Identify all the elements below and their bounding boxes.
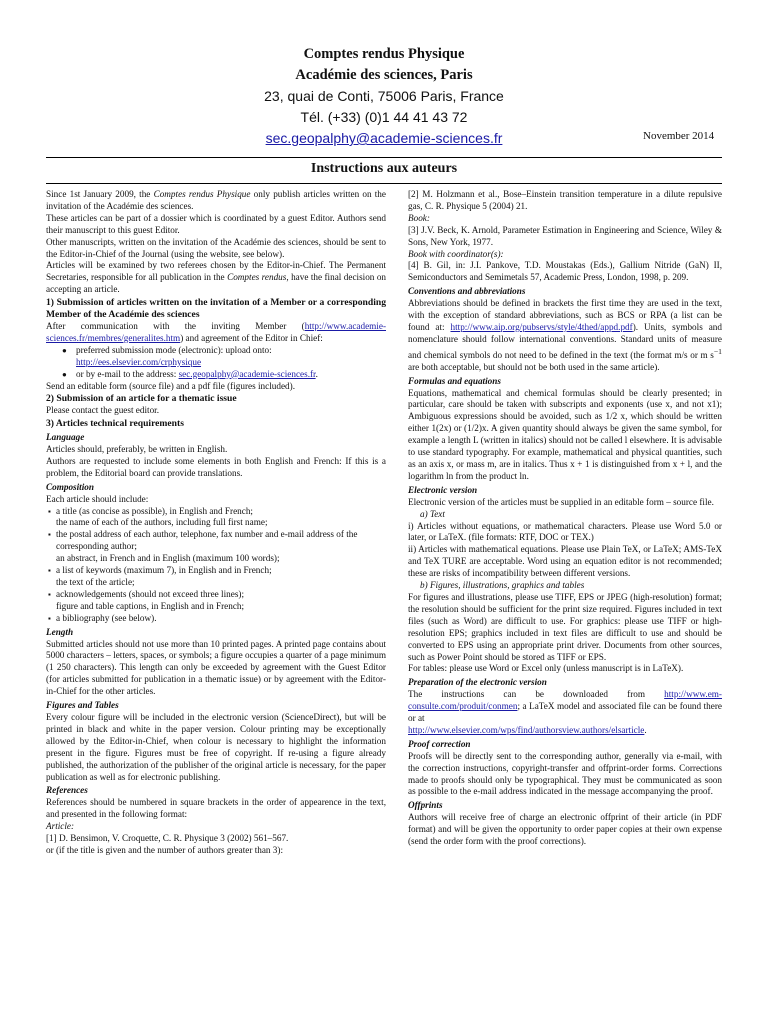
- preparation-paragraph: The instructions can be downloaded from http://www.em-consulte.com/produit/conmen; a LaTeX model and associated file can be found there or at http://www.elsevier.com/wps/find/authorsview.authors/elsarticle.: [408, 689, 722, 735]
- contact-email-link[interactable]: sec.geopalphy@academie-sciences.fr: [265, 130, 503, 146]
- bullet-icon: ●: [62, 345, 67, 355]
- intro-paragraph-2: These articles can be part of a dossier which is coordinated by a guest Editor. Authors send their manuscript to this guest Editor.: [46, 212, 386, 235]
- figures-tables-paragraph: Every colour figure will be included in the electronic version (ScienceDirect), but will be printed in black and white in the paper version. Colour printing may be exceptionally allowed by the Editor-in-Chief, when colour is necessary to highlight the information present in the figure. Figures must be free of copyright. If re-using a figure already published, the authorization of the publisher of the original article is necessary, for the paper publication as well as for electronic publishing.: [46, 711, 386, 782]
- figures-tables-heading: Figures and Tables: [46, 700, 119, 711]
- section-3-heading: 3) Articles technical requirements: [46, 418, 184, 430]
- bullet-icon: ▪: [48, 566, 51, 576]
- composition-list: [46, 506, 386, 625]
- length-heading: Length: [46, 626, 74, 637]
- reference-1: [1] D. Bensimon, V. Croquette, C. R. Physique 3 (2002) 561–567.: [46, 833, 289, 844]
- offprints-paragraph: Authors will receive free of charge an electronic offprint of their article (in PDF format) and will be given the opportunity to order paper copies at their own expense (send the order form with the proof corrections).: [408, 812, 722, 847]
- figures-paragraph-2: For tables: please use Word or Excel only (unless manuscript is in LaTeX).: [408, 663, 684, 674]
- em-consulte-link[interactable]: http://www.em-consulte.com/produit/conmen: [408, 689, 722, 712]
- title-rule-bottom: [46, 183, 722, 184]
- length-paragraph: Submitted articles should not use more than 10 printed pages. A printed page contains about 5000 characters – letters, spaces, or symbols; a figure occupies a quarter of a page minimum (1 250 characters). This length can only be exceeded by agreement with the Guest Editor (for articles submitted for publication in a thematic issue) or by agreement with the Editor-in-Chief for the other articles.: [46, 638, 386, 697]
- elsevier-authors-link[interactable]: http://www.elsevier.com/wps/find/authorsview.authors/elsarticle: [408, 724, 645, 735]
- bullet-icon: ▪: [48, 506, 51, 516]
- section-1-text: After communication with the inviting Member (http://www.academie-sciences.fr/membres/generalites.htm) and agreement of the Editor in Chief:: [46, 320, 386, 343]
- list-item-continuation: the text of the article;: [56, 577, 135, 587]
- conventions-heading: Conventions and abbreviations: [408, 286, 526, 297]
- page-title: Instructions aux auteurs: [310, 161, 458, 176]
- list-item-continuation: figure and table captions, in English and in French;: [56, 600, 245, 611]
- reference-4: [4] B. Gil, in: J.I. Pankove, T.D. Moustakas (Eds.), Gallium Nitride (GaN) II, Semiconductors and Semimetals 57, Academic Press, London, 1998, p. 209.: [408, 260, 722, 283]
- bullet-icon: ▪: [48, 589, 51, 599]
- references-heading: References: [46, 785, 88, 796]
- bullet-icon: ●: [62, 369, 67, 379]
- offprints-heading: Offprints: [408, 800, 443, 811]
- text-subheading: a) Text: [420, 508, 445, 519]
- reference-3: [3] J.V. Beck, K. Arnold, Parameter Estimation in Engineering and Science, Wiley & Sons, New York, 1977.: [408, 224, 722, 247]
- list-item-continuation: an abstract, in French and in English (maximum 100 words);: [56, 553, 280, 564]
- intro-paragraph-1: Since 1st January 2009, the Comptes rendus Physique only publish articles written on the invitation of the Académie des sciences.: [46, 189, 386, 211]
- bullet-icon: ▪: [48, 613, 51, 623]
- title-rule-top: [46, 157, 722, 158]
- electronic-version-heading: Electronic version: [408, 484, 478, 495]
- document-date: November 2014: [643, 130, 715, 142]
- references-paragraph: References should be numbered in square brackets in the order of appearence in the text, and presented in the following format:: [46, 797, 386, 820]
- book-coordinator-label: Book with coordinator(s):: [408, 248, 504, 259]
- composition-intro: Each article should include:: [46, 493, 149, 504]
- language-paragraph-2: Authors are requested to include some elements in both English and French: If this is a problem, the Editorial board can provide translations.: [46, 455, 386, 478]
- phone-number: Tél. (+33) (0)1 44 41 43 72: [300, 109, 468, 125]
- list-item: ● preferred submission mode (electronic): upload onto: http://ees.elsevier.com/crphysique: [62, 344, 272, 367]
- journal-name: Comptes rendus Physique: [303, 46, 465, 62]
- language-heading: Language: [46, 432, 85, 443]
- list-item-continuation: the name of each of the authors, including full first name;: [56, 517, 268, 528]
- list-item: ▪ a title (as concise as possible), in English and French;: [48, 505, 253, 516]
- members-link[interactable]: http://www.academie-sciences.fr/membres/generalites.htm: [46, 320, 386, 343]
- right-column: [408, 189, 722, 848]
- intro-paragraph-4: Articles will be examined by two referees chosen by the Editor-in-Chief. The Permanent Secretaries, responsible for all publication in the Comptes rendus, have the final decision on accepting an article.: [46, 260, 387, 295]
- aip-style-link[interactable]: http://www.aip.org/pubservs/style/4thed/appd.pdf: [450, 321, 633, 332]
- composition-heading: Composition: [46, 481, 94, 492]
- book-label: Book:: [408, 212, 430, 223]
- figures-subheading: b) Figures, illustrations, graphics and tables: [420, 580, 585, 591]
- intro-paragraph-3: Other manuscripts, written on the invitation of the Académie des sciences, should be sent to the Editor-in-Chief of the Journal (using the website, see below).: [46, 236, 386, 259]
- ees-upload-link[interactable]: http://ees.elsevier.com/crphysique: [76, 356, 202, 367]
- formulas-heading: Formulas and equations: [408, 375, 501, 386]
- list-item: ● or by e-mail to the address: sec.geopalphy@academie-sciences.fr.: [62, 368, 318, 379]
- reference-or-note: or (if the title is given and the number of authors greater than 3):: [46, 844, 284, 855]
- postal-address: 23, quai de Conti, 75006 Paris, France: [264, 88, 504, 104]
- formulas-paragraph: Equations, mathematical and chemical formulas should be clearly presented; in particular, care should be taken with subscripts and exponents (use x, and not x1); Ambiguous expressions should be avoided, such as 1/2 x, which should be written either 1(2x) or (1/2)x. A given quantity should always be given the same symbol, for example a length L (written in italics) should not be called l elsewhere. It is advisable to use standard typography. For example, mathematical and physical quantities, such as an axis x, or mass m, are in italics. Thus x + 1 is distinguished from x + l, and the logarithm ln from the product ln.: [408, 387, 722, 481]
- list-item: ▪ a bibliography (see below).: [48, 612, 157, 623]
- list-item: ▪ acknowledgements (should not exceed three lines);: [48, 588, 245, 599]
- list-item: ▪ the postal address of each author, telephone, fax number and e-mail address of the corresponding author;: [48, 529, 358, 552]
- proof-heading: Proof correction: [408, 738, 471, 749]
- section-1-after: Send an editable form (source file) and a pdf file (figures included).: [46, 380, 295, 391]
- conventions-paragraph: Abbreviations should be defined in brackets the first time they are used in the text, with the exception of standard abbreviations, such as BCS or RPA (a list can be found at: http://www.aip.org/pubservs/style/4thed/appd.pdf). Units, symbols and nomenclature should follow international conventions. Standard units of measure and chemical symbols do not need to be defined in the text (the format m/s or m $s^{-1}$ are both acceptable, but should not be both used in the same article).: [408, 298, 722, 372]
- electronic-version-paragraph: Electronic version of the articles must be supplied in an editable form – source file.: [408, 496, 714, 507]
- article-label: Article:: [46, 821, 75, 832]
- list-item: ▪ a list of keywords (maximum 7), in English and in French;: [48, 565, 272, 576]
- figures-paragraph-1: For figures and illustrations, please use TIFF, EPS or JPEG (high-resolution) format; the resolution should be sufficient for the print size required. Figures included in text files (such as Word) are difficult to use. For graphics: please use TIFF or high-resolution EPS; graphics included in text files are difficult to use and should be converted to EPS using an appropriate print driver. Documents from other sources, such as Power Point should be stored as TIFF or EPS.: [408, 591, 722, 662]
- submission-modes-list: [46, 345, 386, 381]
- left-column: [46, 189, 386, 857]
- text-paragraph-1: i) Articles without equations, or mathematical characters. Please use Word 5.0 or later, or LaTeX. (file formats: RTF, DOC or TEX.): [408, 520, 722, 543]
- language-paragraph-1: Articles should, preferably, be written in English.: [46, 444, 228, 455]
- reference-2: [2] M. Holzmann et al., Bose–Einstein transition temperature in a dilute repulsive gas, C. R. Physique 5 (2004) 21.: [408, 189, 722, 211]
- academy-name: Académie des sciences, Paris: [295, 67, 473, 83]
- section-2-text: Please contact the guest editor.: [46, 405, 160, 416]
- text-paragraph-2: ii) Articles with mathematical equations. Please use Plain TeX, or LaTeX; AMS-TeX and TeX TURE are acceptable. Word using an equation editor is not recommended; these are risks of incompatibility between different versions.: [408, 544, 722, 579]
- bullet-icon: ▪: [48, 530, 51, 540]
- section-2-heading: 2) Submission of an article for a thematic issue: [46, 393, 237, 405]
- proof-paragraph: Proofs will be directly sent to the corresponding author, generally via e-mail, with the correction instructions, copyright-transfer and offprint-order forms. Corrections made to proofs should only be typographical. They must be communicated as soon as possible to the e-mail address indicated in the message accompanying the proof.: [408, 750, 722, 797]
- submission-email-link[interactable]: sec.geopalphy@academie-sciences.fr: [178, 368, 316, 379]
- preparation-heading: Preparation of the electronic version: [408, 677, 547, 688]
- section-1-heading: 1) Submission of articles written on the invitation of a Member or a corresponding Member of the Académie des sciences: [46, 297, 386, 321]
